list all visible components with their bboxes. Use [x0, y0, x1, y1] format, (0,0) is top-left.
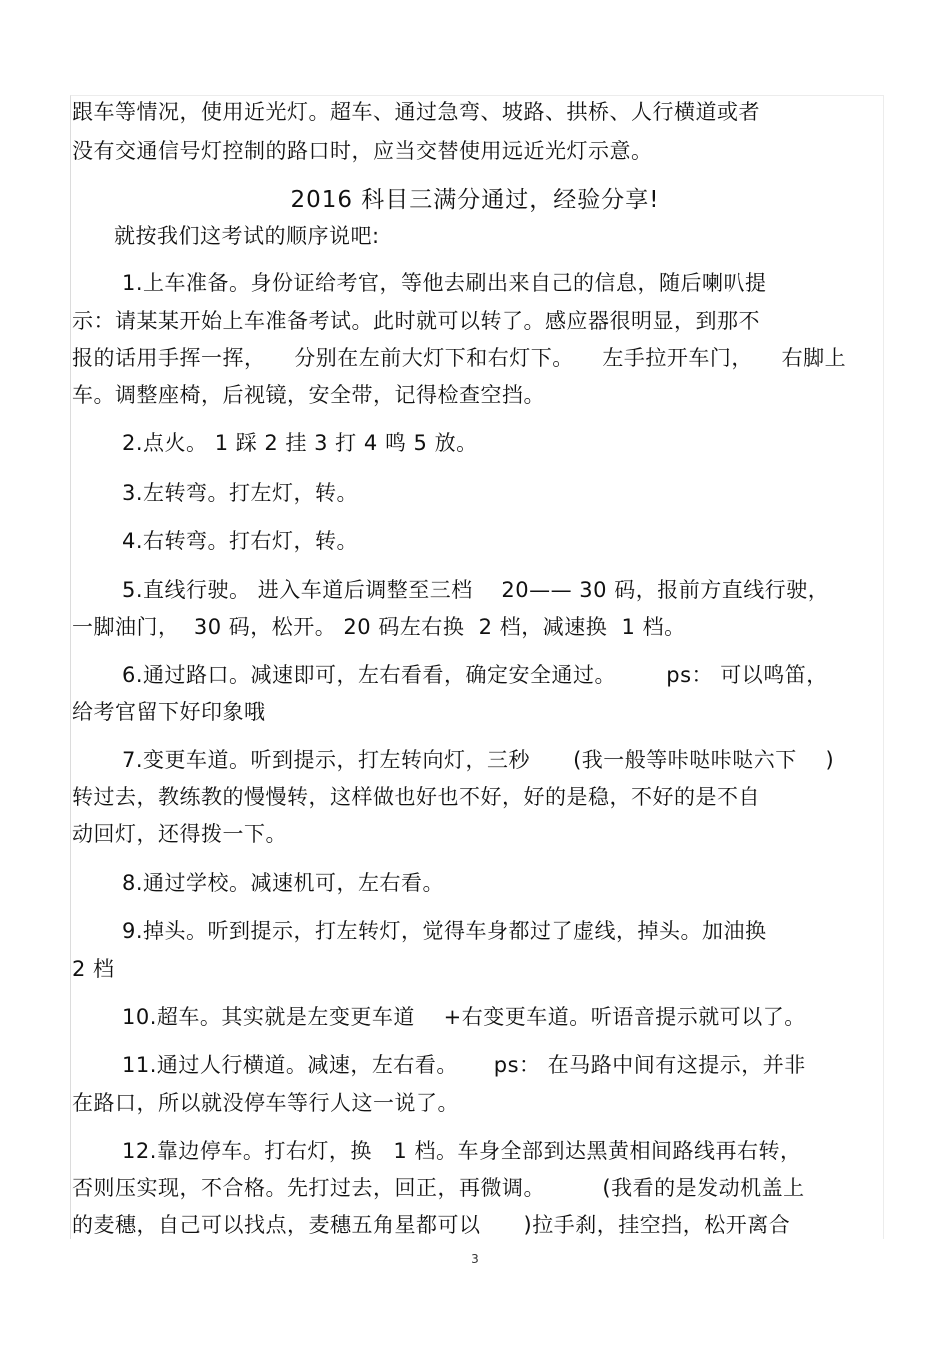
text-line: 4.右转弯。打右灯，转。: [122, 529, 359, 553]
text-line: 9.掉头。听到提示，打左转灯，觉得车身都过了虚线，掉头。加油换: [122, 919, 767, 943]
text-line: 给考官留下好印象哦: [72, 700, 266, 724]
intro-line: 就按我们这考试的顺序说吧:: [114, 224, 380, 248]
text-line: 动回灯，还得拨一下。: [72, 822, 287, 846]
text-line: 转过去，教练教的慢慢转，这样做也好也不好，好的是稳，不好的是不自: [72, 785, 760, 809]
text-line: 11.通过人行横道。减速，左右看。 ps： 在马路中间有这提示，并非: [122, 1053, 806, 1077]
page-number: 3: [471, 1252, 479, 1266]
text-line: 一脚油门， 30 码，松开。 20 码左右换 2 档，减速换 1 档。: [72, 615, 686, 639]
text-line: 5.直线行驶。 进入车道后调整至三档 20—— 30 码，报前方直线行驶，: [122, 578, 830, 602]
text-line: 示：请某某开始上车准备考试。此时就可以转了。感应器很明显，到那不: [72, 309, 760, 333]
text-line: 6.通过路口。减速即可，左右看看，确定安全通过。 ps： 可以鸣笛，: [122, 663, 828, 687]
text-line: 车。调整座椅，后视镜，安全带，记得检查空挡。: [72, 383, 545, 407]
text-line: 12.靠边停车。打右灯，换 1 档。车身全部到达黑黄相间路线再右转，: [122, 1139, 802, 1163]
text-line: 10.超车。其实就是左变更车道 +右变更车道。听语音提示就可以了。: [122, 1005, 806, 1029]
text-line: 的麦穗，自己可以找点，麦穗五角星都可以 )拉手刹，挂空挡，松开离合: [72, 1213, 791, 1237]
text-line: 1.上车准备。身份证给考官，等他去刷出来自己的信息，随后喇叭提: [122, 271, 767, 295]
text-line: 2.点火。 1 踩 2 挂 3 打 4 鸣 5 放。: [122, 431, 478, 455]
text-line: 3.左转弯。打左灯，转。: [122, 481, 359, 505]
text-line: 2 档: [72, 957, 115, 981]
section-title: 2016 科目三满分通过，经验分享!: [290, 187, 660, 213]
text-line: 8.通过学校。减速机可，左右看。: [122, 871, 445, 895]
text-line: 7.变更车道。听到提示，打左转向灯，三秒 (我一般等咔哒咔哒六下 ): [122, 748, 835, 772]
text-line: 否则压实现，不合格。先打过去，回正，再微调。 (我看的是发动机盖上: [72, 1176, 805, 1200]
text-line: 跟车等情况，使用近光灯。超车、通过急弯、坡路、拱桥、人行横道或者: [72, 100, 760, 124]
text-line: 报的话用手挥一挥， 分别在左前大灯下和右灯下。 左手拉开车门， 右脚上: [72, 346, 847, 370]
text-line: 没有交通信号灯控制的路口时，应当交替使用远近光灯示意。: [72, 139, 653, 163]
text-line: 在路口，所以就没停车等行人这一说了。: [72, 1091, 459, 1115]
